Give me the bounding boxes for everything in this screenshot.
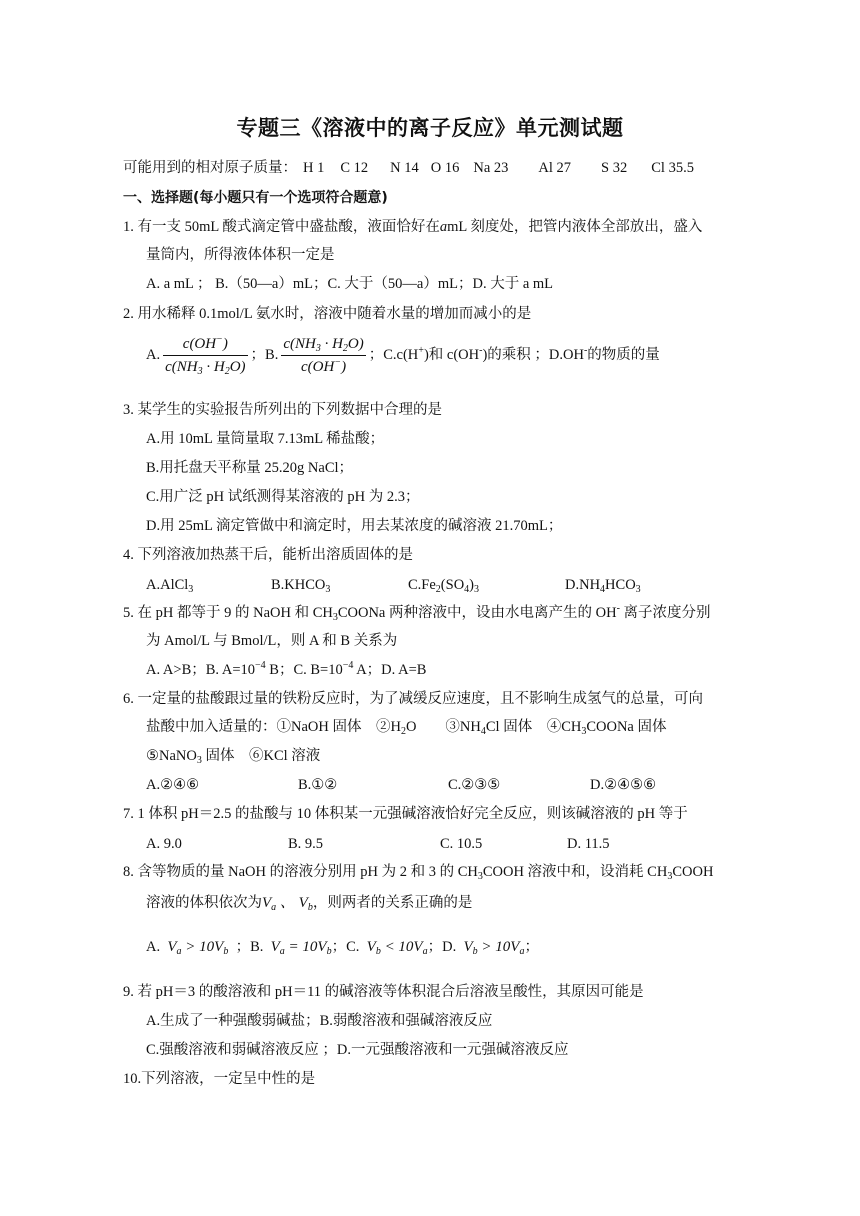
q1-text-b: mL 刻度处，把管内液体全部放出，盛入: [447, 219, 703, 235]
question-9-options-cd: C.强酸溶液和弱碱溶液反应 ；D.一元强酸溶液和一元强碱溶液反应: [146, 1042, 569, 1058]
q5-opt-b: B；C. B=10: [265, 662, 343, 678]
question-4-option-d: $D.NH_4HCO_3$: [565, 577, 641, 595]
question-5-stem: 5. 在 pH 都等于 9 的 NaOH 和 $CH_3COONa$ 两种溶液中，设由水电离产生的 OH- 离子浓度分别: [123, 603, 711, 623]
question-6-stem-3: ⑤NaNO$_3$ 固体 ⑥KCl 溶液: [146, 748, 321, 766]
question-9-options-ab: A.生成了一种强酸弱碱盐；B.弱酸溶液和强碱溶液反应: [146, 1013, 493, 1029]
question-3-stem: 3. 某学生的实验报告所列出的下列数据中合理的是: [123, 402, 442, 418]
q6-text-f: 固体 ⑥KCl 溶液: [201, 748, 321, 764]
q6-text-d: COONa 固体: [586, 719, 667, 735]
q8-text-b: COOH 溶液中和，设消耗 CH: [482, 864, 668, 880]
mass-na: Na 23: [473, 160, 509, 176]
q4-a-text: A.AlCl: [146, 577, 189, 593]
q6-text-c: Cl 固体 ④CH: [485, 719, 582, 735]
q5-opt-c: A；D. A=B: [353, 662, 427, 678]
question-8-stem: 8. 含等物质的量 NaOH 的溶液分别用 pH 为 2 和 3 的 $CH_3COOH$ 溶液中和，设消耗 $CH_3COOH$: [123, 864, 714, 882]
question-6-option-a: A.②④⑥: [146, 777, 200, 793]
question-6-option-c: C.②③⑤: [448, 777, 501, 793]
q4-b-text: B.KHCO: [271, 577, 326, 593]
question-4-stem: 4. 下列溶液加热蒸干后，能析出溶质固体的是: [123, 547, 413, 563]
question-5-stem-2: 为 Amol/L 与 Bmol/L，则 A 和 B 关系为: [146, 633, 398, 649]
q6-text-e: ⑤NaNO: [146, 748, 197, 764]
q2-option-a-label: A.: [146, 347, 161, 363]
mass-c: C 12: [340, 160, 369, 176]
question-3-option-c: C.用广泛 pH 试纸测得某溶液的 pH 为 2.3；: [146, 489, 420, 505]
question-9-stem: 9. 若 pH＝3 的酸溶液和 pH＝11 的碱溶液等体积混合后溶液呈酸性，其原因可能是: [123, 984, 644, 1000]
q2-fraction-b: $\frac{c(NH_3 \cdot H_2O)}{c(OH^-)}$: [283, 336, 364, 376]
q5-opt-a: A. A>B；B. A=10: [146, 662, 256, 678]
question-6-option-b: B.①②: [298, 777, 338, 793]
question-2-stem: 2. 用水稀释 0.1mol/L 氨水时，溶液中随着水量的增加而减小的是: [123, 306, 532, 322]
question-7-option-a: A. 9.0: [146, 836, 182, 852]
q2-option-c-mid: )和 c(OH: [423, 347, 480, 363]
section-heading: 一、选择题(每小题只有一个选项符合题意): [123, 190, 388, 206]
question-7-stem: 7. 1 体积 pH＝2.5 的盐酸与 10 体积某一元强碱溶液恰好完全反应，则该碱溶液的 pH 等于: [123, 806, 688, 822]
page-title: 专题三《溶液中的离子反应》单元测试题: [236, 116, 624, 140]
question-2-options: A. $\frac{c(OH^-)}{c(NH_3 \cdot H_2O)}$ ；B. $\frac{c(NH_3 \cdot H_2O)}{c(OH^-)}$ ；C.c(H+)和 c(OH-)的乘积 ；D.OH-的物质的量: [146, 334, 660, 378]
mass-n: N 14: [390, 160, 419, 176]
question-1-stem: [123, 217, 702, 237]
q1-text: 1. 有一支 50mL 酸式滴定管中盛盐酸，液面恰好在: [123, 219, 440, 235]
atomic-masses-line: [123, 158, 694, 178]
question-7-option-c: C. 10.5: [440, 836, 483, 852]
q8-text: 8. 含等物质的量 NaOH 的溶液分别用 pH 为 2 和 3 的 CH: [123, 864, 478, 880]
q8-text-c: COOH: [672, 864, 714, 880]
question-4-option-a: A.AlCl$_3$: [146, 577, 194, 595]
question-1-options: A. a mL ； B.（50—a）mL；C. 大于（50—a）mL；D. 大于 a mL: [146, 276, 554, 292]
q5-text-c: 离子浓度分别: [619, 605, 711, 621]
question-6-stem: 6. 一定量的盐酸跟过量的铁粉反应时，为了减缓反应速度，且不影响生成氢气的总量，可向: [123, 691, 703, 707]
question-5-options: A. A>B；B. $A=10^{-4}$ B；C. $B=10^{-4}$ A；D. A=B: [146, 660, 427, 678]
question-4-option-c: $C.Fe_2(SO_4)_3$: [408, 577, 480, 595]
question-4-option-b: $B.KHCO_3$: [271, 577, 331, 595]
q2-option-b-label: ；B.: [250, 347, 279, 363]
question-1-stem-2: 量筒内，所得液体体积一定是: [146, 247, 335, 263]
q1-var-a: a: [439, 219, 448, 235]
mass-cl: Cl 35.5: [651, 160, 694, 176]
q2-fraction-a: $\frac{c(OH^-)}{c(NH_3 \cdot H_2O)}$: [165, 334, 246, 378]
q5-text-b: COONa 两种溶液中，设由水电离产生的 OH: [337, 605, 617, 621]
question-10-stem: 10.下列溶液，一定呈中性的是: [123, 1071, 316, 1087]
q6-text-b: O ③NH: [405, 719, 481, 735]
question-6-option-d: D.②④⑤⑥: [590, 777, 657, 793]
q8-text-d: 溶液的体积依次为: [146, 895, 262, 911]
question-8-options: A. $V_a > 10V_b$ ；B. $V_a = 10V_b$；C. $V_b < 10V_a$；D. $V_b > 10V_a$；: [146, 939, 539, 957]
q8-text-e: ，则两者的关系正确的是: [312, 895, 473, 911]
q2-option-d-label: )的乘积 ；D.OH: [482, 347, 584, 363]
mass-o: O 16: [430, 160, 460, 176]
question-7-option-b: B. 9.5: [288, 836, 324, 852]
q8-volume-vars: $V_a$ 、 $V_b$: [262, 895, 313, 913]
q2-option-d-text: 的物质的量: [587, 347, 660, 363]
q4-c-text: C.Fe: [408, 577, 436, 593]
atomic-masses-label: 可能用到的相对原子质量：: [123, 160, 297, 176]
question-6-stem-2: 盐酸中加入适量的：①NaOH 固体 $②H_2O$ $③NH_4Cl$ 固体 $④CH_3COONa$ 固体: [146, 719, 667, 737]
q4-d-text: D.NH: [565, 577, 601, 593]
q6-text: 盐酸中加入适量的：①NaOH 固体 ②H: [146, 719, 401, 735]
question-8-stem-2: [146, 893, 472, 913]
q2-option-c-label: ；C.c(H: [368, 347, 419, 363]
question-3-option-b: B.用托盘天平称量 25.20g NaCl；: [146, 460, 354, 476]
question-7-option-d: D. 11.5: [567, 836, 610, 852]
q5-text: 5. 在 pH 都等于 9 的 NaOH 和 CH: [123, 605, 333, 621]
mass-h: H 1: [303, 160, 325, 176]
mass-s: S 32: [601, 160, 628, 176]
mass-al: Al 27: [538, 160, 572, 176]
question-3-option-d: D.用 25mL 滴定管做中和滴定时，用去某浓度的碱溶液 21.70mL；: [146, 518, 563, 534]
question-3-option-a: A.用 10mL 量筒量取 7.13mL 稀盐酸；: [146, 431, 385, 447]
